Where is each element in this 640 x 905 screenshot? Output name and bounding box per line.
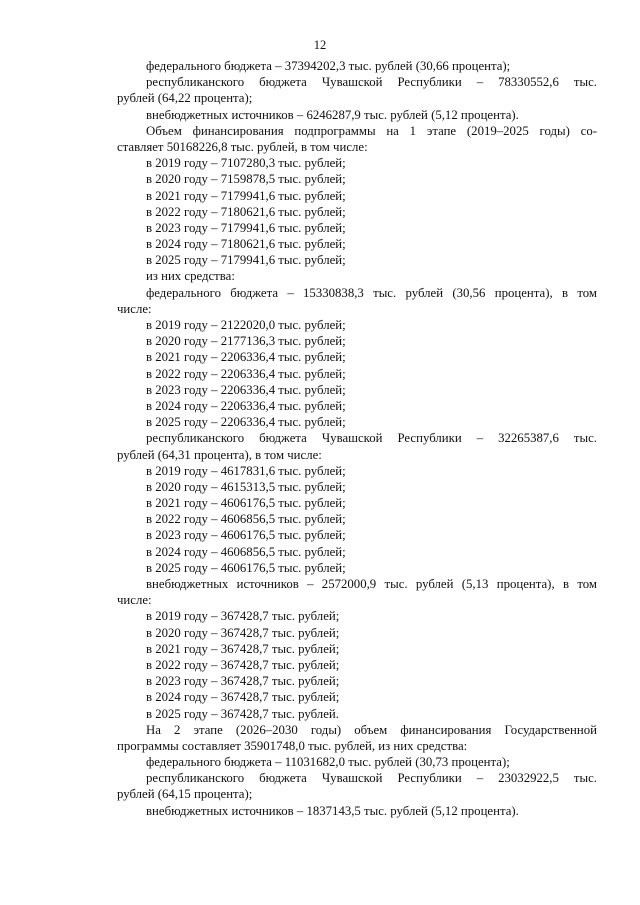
text-line: в 2022 году – 367428,7 тыс. рублей; (146, 657, 340, 672)
text-line: На 2 этапе (2026–2030 годы) объем финансирования Государственной (146, 722, 597, 737)
text-line: в 2020 году – 367428,7 тыс. рублей; (146, 625, 340, 640)
text-line: в 2024 году – 367428,7 тыс. рублей; (146, 690, 340, 705)
text-line: в 2024 году – 7180621,6 тыс. рублей; (146, 237, 346, 252)
text-line: внебюджетных источников – 6246287,9 тыс. рублей (5,12 процента). (146, 107, 519, 122)
text-line: рублей (64,15 процента); (117, 787, 253, 802)
text-line: числе: (117, 301, 152, 316)
text-line: в 2022 году – 4606856,5 тыс. рублей; (146, 512, 346, 527)
text-line: в 2023 году – 4606176,5 тыс. рублей; (146, 528, 346, 543)
text-line: в 2021 году – 367428,7 тыс. рублей; (146, 641, 340, 656)
document-body (117, 58, 597, 819)
text-line: в 2025 году – 4606176,5 тыс. рублей; (146, 560, 346, 575)
text-line: в 2021 году – 2206336,4 тыс. рублей; (146, 350, 346, 365)
text-line: в 2022 году – 7180621,6 тыс. рублей; (146, 204, 346, 219)
text-line: в 2023 году – 2206336,4 тыс. рублей; (146, 382, 346, 397)
text-line: в 2023 году – 7179941,6 тыс. рублей; (146, 220, 346, 235)
text-line: числе: (117, 593, 152, 608)
text-line: в 2024 году – 4606856,5 тыс. рублей; (146, 544, 346, 559)
text-line: в 2019 году – 367428,7 тыс. рублей; (146, 609, 340, 624)
text-line: Объем финансирования подпрограммы на 1 этапе (2019–2025 годы) со- (146, 123, 597, 138)
text-line: в 2021 году – 4606176,5 тыс. рублей; (146, 496, 346, 511)
text-line: федерального бюджета – 15330838,3 тыс. рублей (30,56 процента), в том (146, 285, 597, 300)
text-line: в 2019 году – 7107280,3 тыс. рублей; (146, 156, 346, 171)
text-line: федерального бюджета – 11031682,0 тыс. рублей (30,73 процента); (146, 755, 510, 770)
text-line: рублей (64,31 процента), в том числе: (117, 447, 322, 462)
text-line: программы составляет 35901748,0 тыс. рублей, из них средства: (117, 738, 468, 753)
text-line: внебюджетных источников – 2572000,9 тыс. рублей (5,13 процента), в том (146, 577, 597, 591)
text-line: ставляет 50168226,8 тыс. рублей, в том числе: (117, 139, 368, 154)
text-line: в 2019 году – 4617831,6 тыс. рублей; (146, 463, 346, 478)
page-number: 12 (313, 38, 327, 52)
text-line: в 2020 году – 4615313,5 тыс. рублей; (146, 479, 346, 494)
text-line: республиканского бюджета Чувашской Республики – 23032922,5 тыс. (146, 771, 597, 786)
text-line: в 2025 году – 7179941,6 тыс. рублей; (146, 253, 346, 268)
text-line: в 2020 году – 7159878,5 тыс. рублей; (146, 172, 346, 187)
text-line: республиканского бюджета Чувашской Республики – 78330552,6 тыс. (146, 75, 597, 90)
text-line: в 2025 году – 2206336,4 тыс. рублей; (146, 415, 346, 430)
text-line: в 2020 году – 2177136,3 тыс. рублей; (146, 334, 346, 349)
text-line: рублей (64,22 процента); (117, 91, 253, 106)
text-line: в 2023 году – 367428,7 тыс. рублей; (146, 674, 340, 689)
text-line: в 2019 году – 2122020,0 тыс. рублей; (146, 318, 346, 332)
text-line: внебюджетных источников – 1837143,5 тыс. рублей (5,12 процента). (146, 803, 519, 818)
text-line: федерального бюджета – 37394202,3 тыс. рублей (30,66 процента); (146, 59, 511, 73)
text-line: в 2024 году – 2206336,4 тыс. рублей; (146, 398, 346, 413)
text-line: в 2022 году – 2206336,4 тыс. рублей; (146, 366, 346, 381)
text-line: в 2021 году – 7179941,6 тыс. рублей; (146, 188, 346, 203)
text-line: республиканского бюджета Чувашской Республики – 32265387,6 тыс. (146, 431, 597, 446)
text-line: из них средства: (146, 269, 235, 284)
text-line: в 2025 году – 367428,7 тыс. рублей. (146, 706, 339, 721)
